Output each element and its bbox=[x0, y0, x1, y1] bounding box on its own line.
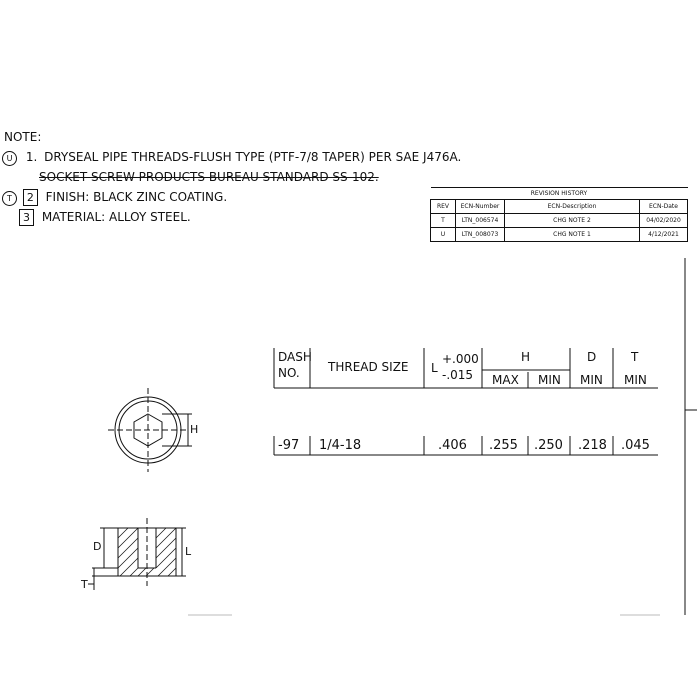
header-h-min: MIN bbox=[538, 373, 561, 387]
revision-tag-t: T bbox=[2, 191, 17, 206]
cell-dash: -97 bbox=[278, 438, 300, 453]
cell-ecn-number: LTN_008073 bbox=[456, 228, 505, 242]
cell-t-min: .045 bbox=[621, 438, 650, 453]
side-view-d-label: D bbox=[93, 540, 102, 553]
side-view-l-label: L bbox=[185, 545, 192, 558]
header-thread-size: THREAD SIZE bbox=[328, 360, 409, 374]
header-d: D bbox=[587, 350, 597, 364]
cell-rev: U bbox=[431, 228, 456, 242]
cell-ecn-description: CHG NOTE 1 bbox=[505, 228, 640, 242]
cell-h-min: .250 bbox=[534, 438, 563, 453]
header-h-max: MAX bbox=[492, 373, 519, 387]
note-3-text: MATERIAL: ALLOY STEEL. bbox=[41, 210, 191, 224]
header-l-tol-plus: +.000 bbox=[442, 352, 479, 366]
cell-rev: T bbox=[431, 214, 456, 228]
cell-thread: 1/4-18 bbox=[319, 438, 362, 453]
header-h: H bbox=[521, 350, 531, 364]
note-2-text: FINISH: BLACK ZINC COATING. bbox=[45, 190, 228, 204]
header-dash: DASH bbox=[278, 350, 312, 364]
note-2-number: 2 bbox=[23, 189, 38, 206]
header-t: T bbox=[631, 350, 639, 364]
cell-l: .406 bbox=[438, 438, 467, 453]
col-rev: REV bbox=[431, 200, 456, 214]
col-ecn-date: ECN-Date bbox=[640, 200, 688, 214]
header-l-tol-minus: -.015 bbox=[442, 368, 474, 382]
note-1-struck-text: SOCKET SCREW PRODUCTS BUREAU STANDARD SS-102. bbox=[39, 170, 379, 184]
header-d-min: MIN bbox=[580, 373, 603, 387]
cell-ecn-date: 04/02/2020 bbox=[640, 214, 688, 228]
cell-ecn-date: 4/12/2021 bbox=[640, 228, 688, 242]
revision-tag-u: U bbox=[2, 151, 17, 166]
note-1-text: DRYSEAL PIPE THREADS-FLUSH TYPE (PTF-7/8 TAPER) PER SAE J476A. bbox=[44, 150, 462, 164]
col-ecn-description: ECN-Description bbox=[505, 200, 640, 214]
notes-heading: NOTE: bbox=[4, 130, 42, 144]
header-l: L bbox=[431, 361, 438, 375]
col-ecn-number: ECN-Number bbox=[456, 200, 505, 214]
header-t-min: MIN bbox=[624, 373, 647, 387]
cell-h-max: .255 bbox=[489, 438, 518, 453]
top-view-h-label: H bbox=[190, 423, 199, 436]
note-3-number: 3 bbox=[19, 209, 34, 226]
header-no: NO. bbox=[278, 366, 300, 380]
revision-history-title: REVISION HISTORY bbox=[431, 188, 688, 200]
cell-ecn-number: LTN_006574 bbox=[456, 214, 505, 228]
cell-d-min: .218 bbox=[578, 438, 607, 453]
side-view-t-label: T bbox=[81, 578, 88, 591]
note-1-number: 1. bbox=[25, 150, 38, 164]
cell-ecn-description: CHG NOTE 2 bbox=[505, 214, 640, 228]
